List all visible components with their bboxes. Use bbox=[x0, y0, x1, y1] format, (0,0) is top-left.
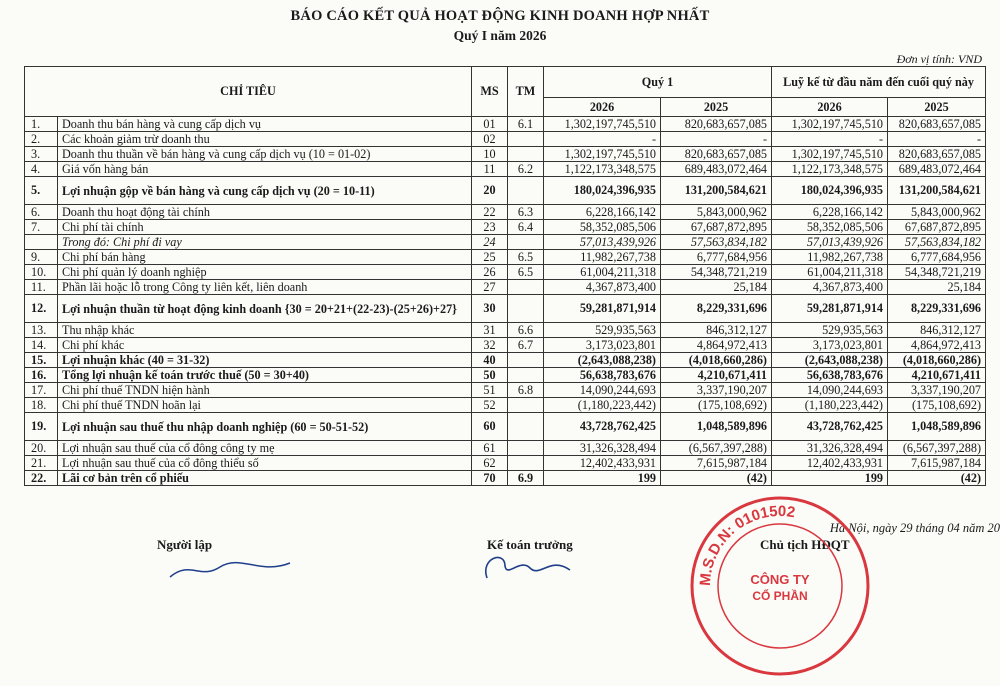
row-tm bbox=[508, 177, 544, 205]
row-quarter-2026: (2,643,088,238) bbox=[544, 353, 661, 368]
row-label: Chi phí tài chính bbox=[58, 220, 472, 235]
row-label: Lợi nhuận khác (40 = 31-32) bbox=[58, 353, 472, 368]
row-label: Thu nhập khác bbox=[58, 323, 472, 338]
row-label: Chi phí thuế TNDN hiện hành bbox=[58, 383, 472, 398]
row-number: 15. bbox=[25, 353, 58, 368]
row-quarter-2026: 529,935,563 bbox=[544, 323, 661, 338]
row-quarter-2025: 3,337,190,207 bbox=[661, 383, 772, 398]
row-number: 13. bbox=[25, 323, 58, 338]
row-ytd-2026: 1,122,173,348,575 bbox=[772, 162, 888, 177]
row-ms: 30 bbox=[472, 295, 508, 323]
row-ytd-2025: - bbox=[888, 132, 986, 147]
row-ytd-2026: 4,367,873,400 bbox=[772, 280, 888, 295]
header-tm: TM bbox=[508, 67, 544, 117]
chief-accountant-label: Kế toán trưởng bbox=[487, 537, 573, 552]
row-quarter-2026: 14,090,244,693 bbox=[544, 383, 661, 398]
table-row bbox=[25, 162, 986, 177]
row-ytd-2026: 61,004,211,318 bbox=[772, 265, 888, 280]
row-ytd-2026: 31,326,328,494 bbox=[772, 441, 888, 456]
row-tm: 6.2 bbox=[508, 162, 544, 177]
row-quarter-2025: 7,615,987,184 bbox=[661, 456, 772, 471]
row-quarter-2026: 1,122,173,348,575 bbox=[544, 162, 661, 177]
row-ytd-2025: 6,777,684,956 bbox=[888, 250, 986, 265]
row-ms: 02 bbox=[472, 132, 508, 147]
row-ms: 61 bbox=[472, 441, 508, 456]
row-number: 2. bbox=[25, 132, 58, 147]
row-tm: 6.5 bbox=[508, 265, 544, 280]
header-q-2026: 2026 bbox=[544, 98, 661, 117]
row-quarter-2026: 6,228,166,142 bbox=[544, 205, 661, 220]
row-number: 5. bbox=[25, 177, 58, 205]
row-ms: 25 bbox=[472, 250, 508, 265]
table-row bbox=[25, 220, 986, 235]
row-ytd-2026: 43,728,762,425 bbox=[772, 413, 888, 441]
row-quarter-2026: 3,173,023,801 bbox=[544, 338, 661, 353]
row-number: 10. bbox=[25, 265, 58, 280]
row-ytd-2025: 846,312,127 bbox=[888, 323, 986, 338]
header-quarter: Quý 1 bbox=[544, 67, 772, 98]
row-label: Lợi nhuận sau thuế thu nhập doanh nghiệp (60 = 50-51-52) bbox=[58, 413, 472, 441]
row-quarter-2026: 56,638,783,676 bbox=[544, 368, 661, 383]
row-ms: 51 bbox=[472, 383, 508, 398]
row-ytd-2025: (42) bbox=[888, 471, 986, 486]
table-row bbox=[25, 147, 986, 162]
row-number bbox=[25, 235, 58, 250]
row-ytd-2026: 58,352,085,506 bbox=[772, 220, 888, 235]
table-row bbox=[25, 338, 986, 353]
row-ytd-2026: 180,024,396,935 bbox=[772, 177, 888, 205]
row-ms: 01 bbox=[472, 117, 508, 132]
table-row bbox=[25, 117, 986, 132]
row-tm bbox=[508, 413, 544, 441]
table-row bbox=[25, 441, 986, 456]
row-label: Lợi nhuận gộp về bán hàng và cung cấp dịch vụ (20 = 10-11) bbox=[58, 177, 472, 205]
row-ytd-2026: 1,302,197,745,510 bbox=[772, 117, 888, 132]
row-tm bbox=[508, 398, 544, 413]
row-ytd-2025: 4,210,671,411 bbox=[888, 368, 986, 383]
row-label: Tổng lợi nhuận kế toán trước thuế (50 = 30+40) bbox=[58, 368, 472, 383]
row-ytd-2025: 67,687,872,895 bbox=[888, 220, 986, 235]
row-quarter-2025: 820,683,657,085 bbox=[661, 117, 772, 132]
row-label: Lãi cơ bản trên cổ phiếu bbox=[58, 471, 472, 486]
row-ms: 70 bbox=[472, 471, 508, 486]
row-ytd-2025: 8,229,331,696 bbox=[888, 295, 986, 323]
row-ytd-2026: 529,935,563 bbox=[772, 323, 888, 338]
header-ms: MS bbox=[472, 67, 508, 117]
row-ms: 20 bbox=[472, 177, 508, 205]
row-quarter-2025: - bbox=[661, 132, 772, 147]
row-label: Lợi nhuận sau thuế của cổ đông thiểu số bbox=[58, 456, 472, 471]
row-quarter-2025: 846,312,127 bbox=[661, 323, 772, 338]
row-quarter-2026: 12,402,433,931 bbox=[544, 456, 661, 471]
row-ms: 23 bbox=[472, 220, 508, 235]
row-number: 20. bbox=[25, 441, 58, 456]
row-tm bbox=[508, 132, 544, 147]
table-row bbox=[25, 295, 986, 323]
row-quarter-2025: 54,348,721,219 bbox=[661, 265, 772, 280]
row-label: Các khoản giảm trừ doanh thu bbox=[58, 132, 472, 147]
row-quarter-2025: 5,843,000,962 bbox=[661, 205, 772, 220]
row-tm bbox=[508, 441, 544, 456]
row-quarter-2026: 180,024,396,935 bbox=[544, 177, 661, 205]
row-tm: 6.1 bbox=[508, 117, 544, 132]
row-label: Doanh thu bán hàng và cung cấp dịch vụ bbox=[58, 117, 472, 132]
row-ytd-2025: 131,200,584,621 bbox=[888, 177, 986, 205]
row-number: 18. bbox=[25, 398, 58, 413]
table-row bbox=[25, 398, 986, 413]
row-number: 9. bbox=[25, 250, 58, 265]
row-quarter-2026: 199 bbox=[544, 471, 661, 486]
row-tm bbox=[508, 147, 544, 162]
row-ytd-2026: 6,228,166,142 bbox=[772, 205, 888, 220]
accountant-signature-icon bbox=[475, 548, 585, 582]
row-tm: 6.4 bbox=[508, 220, 544, 235]
row-quarter-2026: 58,352,085,506 bbox=[544, 220, 661, 235]
stamp-company: CÔNG TY bbox=[750, 572, 810, 587]
row-quarter-2025: (4,018,660,286) bbox=[661, 353, 772, 368]
row-ytd-2025: 5,843,000,962 bbox=[888, 205, 986, 220]
row-number: 7. bbox=[25, 220, 58, 235]
row-ytd-2026: (1,180,223,442) bbox=[772, 398, 888, 413]
row-quarter-2025: 6,777,684,956 bbox=[661, 250, 772, 265]
row-quarter-2026: 61,004,211,318 bbox=[544, 265, 661, 280]
row-quarter-2026: (1,180,223,442) bbox=[544, 398, 661, 413]
row-ms: 60 bbox=[472, 413, 508, 441]
row-tm bbox=[508, 235, 544, 250]
row-quarter-2025: 1,048,589,896 bbox=[661, 413, 772, 441]
row-ytd-2025: (6,567,397,288) bbox=[888, 441, 986, 456]
row-tm: 6.8 bbox=[508, 383, 544, 398]
table-row bbox=[25, 323, 986, 338]
table-row bbox=[25, 471, 986, 486]
row-quarter-2025: 4,864,972,413 bbox=[661, 338, 772, 353]
row-number: 4. bbox=[25, 162, 58, 177]
row-number: 3. bbox=[25, 147, 58, 162]
row-ytd-2025: 4,864,972,413 bbox=[888, 338, 986, 353]
row-number: 14. bbox=[25, 338, 58, 353]
table-row bbox=[25, 177, 986, 205]
row-ytd-2025: 54,348,721,219 bbox=[888, 265, 986, 280]
row-tm bbox=[508, 353, 544, 368]
row-number: 19. bbox=[25, 413, 58, 441]
row-tm: 6.9 bbox=[508, 471, 544, 486]
currency-unit: Đơn vị tính: VND bbox=[896, 52, 982, 66]
row-quarter-2025: 131,200,584,621 bbox=[661, 177, 772, 205]
table-row bbox=[25, 250, 986, 265]
row-tm bbox=[508, 280, 544, 295]
row-label: Trong đó: Chi phí đi vay bbox=[58, 235, 472, 250]
row-label: Chi phí quản lý doanh nghiệp bbox=[58, 265, 472, 280]
preparer-signature-icon bbox=[150, 555, 300, 582]
table-row bbox=[25, 205, 986, 220]
row-ytd-2026: (2,643,088,238) bbox=[772, 353, 888, 368]
table-row bbox=[25, 132, 986, 147]
table-row bbox=[25, 413, 986, 441]
table-row bbox=[25, 456, 986, 471]
row-ytd-2025: 3,337,190,207 bbox=[888, 383, 986, 398]
row-ytd-2026: - bbox=[772, 132, 888, 147]
row-ms: 50 bbox=[472, 368, 508, 383]
row-ms: 24 bbox=[472, 235, 508, 250]
row-label: Chi phí thuế TNDN hoãn lại bbox=[58, 398, 472, 413]
row-quarter-2025: 820,683,657,085 bbox=[661, 147, 772, 162]
row-number: 12. bbox=[25, 295, 58, 323]
row-quarter-2026: 1,302,197,745,510 bbox=[544, 147, 661, 162]
row-number: 16. bbox=[25, 368, 58, 383]
row-ytd-2026: 3,173,023,801 bbox=[772, 338, 888, 353]
row-ytd-2025: 7,615,987,184 bbox=[888, 456, 986, 471]
place-date: Hà Nội, ngày 29 tháng 04 năm 20 bbox=[829, 521, 1000, 535]
table-row bbox=[25, 265, 986, 280]
row-ms: 31 bbox=[472, 323, 508, 338]
row-quarter-2026: 59,281,871,914 bbox=[544, 295, 661, 323]
row-quarter-2026: 43,728,762,425 bbox=[544, 413, 661, 441]
header-ytd-2025: 2025 bbox=[888, 98, 986, 117]
row-ytd-2025: (175,108,692) bbox=[888, 398, 986, 413]
table-row bbox=[25, 353, 986, 368]
row-ytd-2025: 820,683,657,085 bbox=[888, 117, 986, 132]
row-number: 1. bbox=[25, 117, 58, 132]
row-ytd-2026: 57,013,439,926 bbox=[772, 235, 888, 250]
row-ytd-2026: 1,302,197,745,510 bbox=[772, 147, 888, 162]
row-quarter-2025: 67,687,872,895 bbox=[661, 220, 772, 235]
table-row bbox=[25, 383, 986, 398]
row-quarter-2026: - bbox=[544, 132, 661, 147]
row-label: Chi phí bán hàng bbox=[58, 250, 472, 265]
header-ytd-2026: 2026 bbox=[772, 98, 888, 117]
report-subtitle: Quý I năm 2026 bbox=[453, 28, 547, 43]
row-number: 6. bbox=[25, 205, 58, 220]
row-tm: 6.3 bbox=[508, 205, 544, 220]
row-quarter-2025: 57,563,834,182 bbox=[661, 235, 772, 250]
stamp-company2: CỔ PHẦN bbox=[752, 589, 808, 603]
row-quarter-2026: 57,013,439,926 bbox=[544, 235, 661, 250]
row-ms: 11 bbox=[472, 162, 508, 177]
table-body bbox=[25, 117, 986, 486]
row-ytd-2025: 820,683,657,085 bbox=[888, 147, 986, 162]
row-ms: 52 bbox=[472, 398, 508, 413]
header-indicator: CHỈ TIÊU bbox=[25, 67, 472, 117]
row-ms: 62 bbox=[472, 456, 508, 471]
stamp-arc-text: M.S.D.N: 0101502 bbox=[696, 502, 797, 587]
row-label: Phần lãi hoặc lỗ trong Công ty liên kết, liên doanh bbox=[58, 280, 472, 295]
row-ytd-2025: 689,483,072,464 bbox=[888, 162, 986, 177]
row-ms: 22 bbox=[472, 205, 508, 220]
table-row bbox=[25, 235, 986, 250]
row-ms: 32 bbox=[472, 338, 508, 353]
row-ms: 26 bbox=[472, 265, 508, 280]
row-ytd-2025: 25,184 bbox=[888, 280, 986, 295]
row-ytd-2026: 59,281,871,914 bbox=[772, 295, 888, 323]
row-ms: 10 bbox=[472, 147, 508, 162]
row-number: 22. bbox=[25, 471, 58, 486]
row-label: Giá vốn hàng bán bbox=[58, 162, 472, 177]
report-title: BÁO CÁO KẾT QUẢ HOẠT ĐỘNG KINH DOANH HỢP NHẤT bbox=[290, 8, 710, 24]
row-number: 11. bbox=[25, 280, 58, 295]
table-row bbox=[25, 368, 986, 383]
row-ytd-2025: 57,563,834,182 bbox=[888, 235, 986, 250]
row-quarter-2026: 4,367,873,400 bbox=[544, 280, 661, 295]
row-quarter-2025: (175,108,692) bbox=[661, 398, 772, 413]
row-ytd-2026: 199 bbox=[772, 471, 888, 486]
header-ytd: Luỹ kế từ đầu năm đến cuối quý này bbox=[772, 67, 986, 98]
row-label: Lợi nhuận thuần từ hoạt động kinh doanh {30 = 20+21+(22-23)-(25+26)+27} bbox=[58, 295, 472, 323]
row-quarter-2025: 689,483,072,464 bbox=[661, 162, 772, 177]
row-label: Doanh thu thuần về bán hàng và cung cấp dịch vụ (10 = 01-02) bbox=[58, 147, 472, 162]
row-quarter-2025: (42) bbox=[661, 471, 772, 486]
company-seal-icon bbox=[680, 486, 880, 686]
row-tm: 6.6 bbox=[508, 323, 544, 338]
row-tm: 6.5 bbox=[508, 250, 544, 265]
row-ytd-2026: 14,090,244,693 bbox=[772, 383, 888, 398]
row-quarter-2025: 25,184 bbox=[661, 280, 772, 295]
row-ytd-2025: 1,048,589,896 bbox=[888, 413, 986, 441]
income-statement-table bbox=[24, 66, 986, 486]
row-ms: 40 bbox=[472, 353, 508, 368]
row-number: 21. bbox=[25, 456, 58, 471]
row-ytd-2026: 56,638,783,676 bbox=[772, 368, 888, 383]
chairman-label: Chủ tịch HĐQT bbox=[760, 537, 850, 552]
row-label: Doanh thu hoạt động tài chính bbox=[58, 205, 472, 220]
row-quarter-2025: 4,210,671,411 bbox=[661, 368, 772, 383]
row-tm bbox=[508, 456, 544, 471]
row-label: Chi phí khác bbox=[58, 338, 472, 353]
row-quarter-2026: 31,326,328,494 bbox=[544, 441, 661, 456]
row-quarter-2025: 8,229,331,696 bbox=[661, 295, 772, 323]
row-ms: 27 bbox=[472, 280, 508, 295]
row-quarter-2025: (6,567,397,288) bbox=[661, 441, 772, 456]
row-tm bbox=[508, 368, 544, 383]
header-q-2025: 2025 bbox=[661, 98, 772, 117]
row-ytd-2026: 12,402,433,931 bbox=[772, 456, 888, 471]
row-number: 17. bbox=[25, 383, 58, 398]
table-row bbox=[25, 280, 986, 295]
row-quarter-2026: 1,302,197,745,510 bbox=[544, 117, 661, 132]
row-tm bbox=[508, 295, 544, 323]
row-quarter-2026: 11,982,267,738 bbox=[544, 250, 661, 265]
row-ytd-2025: (4,018,660,286) bbox=[888, 353, 986, 368]
row-ytd-2026: 11,982,267,738 bbox=[772, 250, 888, 265]
preparer-label: Người lập bbox=[157, 537, 213, 552]
row-label: Lợi nhuận sau thuế của cổ đông công ty mẹ bbox=[58, 441, 472, 456]
row-tm: 6.7 bbox=[508, 338, 544, 353]
